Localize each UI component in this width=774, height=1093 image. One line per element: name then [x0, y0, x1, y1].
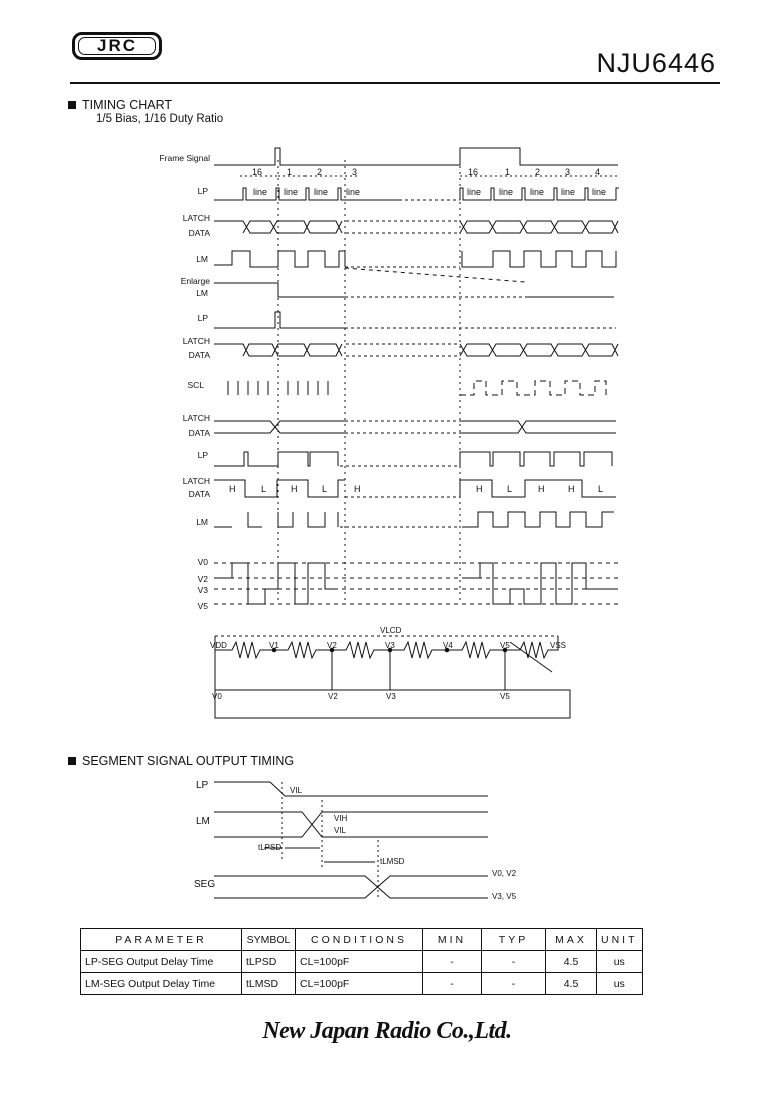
cell-unit: us	[597, 951, 643, 973]
segment-timing-heading	[68, 754, 294, 768]
header-unit: UNIT	[597, 929, 643, 951]
label-v0: V0	[197, 557, 208, 567]
seg-lp-wave	[214, 782, 488, 796]
cell-typ: -	[482, 973, 546, 995]
latch-data-wave-4b	[460, 480, 616, 497]
table-row	[81, 973, 643, 995]
tlmsd-label: tLMSD	[380, 857, 405, 866]
lp-wave-3b	[460, 452, 612, 466]
label-v2: V2	[197, 574, 208, 584]
seg-lm-label: LM	[196, 816, 210, 827]
label-v5: V5	[197, 601, 208, 611]
line-label-8: line	[561, 187, 576, 197]
header-conditions: CONDITIONS	[296, 929, 423, 951]
ladder-output-box	[215, 650, 570, 718]
data-level-7: L	[507, 484, 513, 494]
vss-label: VSS	[550, 641, 567, 650]
count-left-1: 1	[287, 167, 293, 177]
enlarged-lm-wave	[214, 283, 614, 297]
data-level-6: H	[476, 484, 483, 494]
segment-timing-title: SEGMENT SIGNAL OUTPUT TIMING	[82, 754, 295, 768]
header-typ: TYP	[482, 929, 546, 951]
header-parameter: PARAMETER	[81, 929, 242, 951]
data-level-10: L	[598, 484, 604, 494]
label-lp-3: LP	[197, 450, 208, 460]
cell-parameter: LP-SEG Output Delay Time	[81, 951, 242, 973]
count-right-3: 3	[565, 167, 571, 177]
cell-min: -	[423, 973, 482, 995]
header-max: MAX	[546, 929, 597, 951]
label-frame-signal: Frame Signal	[159, 153, 210, 163]
box-v5-label: V5	[500, 692, 510, 701]
seg-lm-wave	[214, 812, 488, 837]
label-data-2: DATA	[188, 350, 210, 360]
lm-wave-1	[214, 251, 345, 267]
seg-delay-arrows	[264, 848, 375, 862]
enlarge-guide-line	[345, 268, 525, 282]
label-latch-4: LATCH	[182, 476, 210, 486]
seg-timing-markers	[282, 782, 378, 900]
data-level-2: L	[261, 484, 267, 494]
vlcd-label: VLCD	[380, 626, 402, 635]
label-lp-2: LP	[197, 313, 208, 323]
lp-wave-2	[214, 312, 345, 328]
vil-label-1: VIL	[290, 786, 303, 795]
latch-data-wave-3b	[460, 421, 616, 433]
lp-wave-3	[214, 452, 338, 466]
count-left-16: 16	[252, 167, 263, 177]
count-left-2: 2	[317, 167, 323, 177]
cell-max: 4.5	[546, 973, 597, 995]
cell-typ: -	[482, 951, 546, 973]
latch-data-wave-3	[214, 421, 345, 433]
company-footer: New Japan Radio Co.,Ltd.	[262, 1018, 512, 1044]
ladder-taps	[332, 650, 505, 690]
seg-lp-label: LP	[196, 780, 209, 791]
table-header-row	[81, 929, 643, 951]
scl-wave	[460, 381, 606, 395]
data-level-1: H	[229, 484, 236, 494]
cell-symbol: tLMSD	[242, 973, 296, 995]
lp-wave-1b	[460, 188, 619, 200]
table-row	[81, 951, 643, 973]
header-min: MIN	[423, 929, 482, 951]
label-latch-2: LATCH	[182, 336, 210, 346]
latch-data-wave-4	[214, 480, 345, 497]
cell-parameter: LM-SEG Output Delay Time	[81, 973, 242, 995]
cell-max: 4.5	[546, 951, 597, 973]
jrc-logo-text: JRC	[78, 37, 156, 55]
data-level-3: H	[291, 484, 298, 494]
line-label-9: line	[592, 187, 607, 197]
line-label-7: line	[530, 187, 545, 197]
line-label-2: line	[284, 187, 299, 197]
latch-data-wave-1b	[460, 221, 618, 233]
cell-symbol: tLPSD	[242, 951, 296, 973]
vil-label-2: VIL	[334, 826, 347, 835]
header-symbol: SYMBOL	[242, 929, 296, 951]
line-label-6: line	[499, 187, 514, 197]
line-label-5: line	[467, 187, 482, 197]
cell-unit: us	[597, 973, 643, 995]
label-data-1: DATA	[188, 228, 210, 238]
lm-wave-3b	[462, 512, 614, 527]
latch-data-dash-2	[346, 344, 460, 356]
v1-label: V1	[269, 641, 279, 650]
lp-wave-1	[214, 188, 400, 200]
count-right-4: 4	[595, 167, 601, 177]
data-level-9: H	[568, 484, 575, 494]
tlpsd-label: tLPSD	[258, 843, 282, 852]
data-level-8: H	[538, 484, 545, 494]
label-lp-1: LP	[197, 186, 208, 196]
part-number: NJU6446	[596, 48, 716, 78]
frame-signal-wave	[214, 148, 618, 165]
line-label-3: line	[314, 187, 329, 197]
cell-conditions: CL=100pF	[296, 951, 423, 973]
latch-data-wave-2	[214, 344, 342, 356]
segment-wave	[214, 563, 338, 604]
vdd-label: VDD	[210, 641, 227, 650]
vertical-marker-lines	[278, 160, 460, 600]
count-right-2: 2	[535, 167, 541, 177]
label-latch-3: LATCH	[182, 413, 210, 423]
data-level-4: L	[322, 484, 328, 494]
v3-label: V3	[385, 641, 395, 650]
label-lm-2: LM	[196, 288, 208, 298]
v4-label: V4	[443, 641, 453, 650]
count-left-3: 3	[352, 167, 358, 177]
bullet-square-icon	[68, 757, 76, 765]
count-right-1: 1	[505, 167, 511, 177]
label-data-4: DATA	[188, 489, 210, 499]
label-enlarge: Enlarge	[180, 276, 210, 286]
v5-label: V5	[500, 641, 510, 650]
seg-out-bottom: V3, V5	[492, 892, 517, 901]
box-v0-label: V0	[212, 692, 222, 701]
vih-label: VIH	[334, 814, 348, 823]
cell-min: -	[423, 951, 482, 973]
label-scl: SCL	[187, 380, 204, 390]
v2-label: V2	[327, 641, 337, 650]
segment-wave-b	[462, 563, 614, 604]
timing-chart-subtitle: 1/5 Bias, 1/16 Duty Ratio	[96, 113, 224, 125]
voltage-level-lines	[214, 563, 618, 604]
line-label-4: line	[346, 187, 361, 197]
lm-wave-1b	[462, 251, 616, 267]
seg-seg-label: SEG	[194, 879, 216, 890]
line-label-1: line	[253, 187, 268, 197]
label-data-3: DATA	[188, 428, 210, 438]
seg-out-wave	[214, 876, 488, 898]
label-v3: V3	[197, 585, 208, 595]
label-lm-3: LM	[196, 517, 208, 527]
label-latch-1: LATCH	[182, 213, 210, 223]
seg-out-top: V0, V2	[492, 869, 517, 878]
box-v3-label: V3	[386, 692, 396, 701]
parameter-table	[80, 928, 643, 995]
box-v2-label: V2	[328, 692, 338, 701]
cell-conditions: CL=100pF	[296, 973, 423, 995]
label-lm-1: LM	[196, 254, 208, 264]
count-right-16: 16	[468, 167, 479, 177]
data-level-5: H	[354, 484, 361, 494]
latch-data-dash-1	[346, 221, 460, 233]
timing-chart-title: TIMING CHART	[82, 98, 173, 112]
latch-data-wave-2b	[460, 344, 618, 356]
lm-wave-3	[214, 512, 338, 527]
segment-timing-diagram	[0, 770, 774, 910]
latch-data-dash-3	[345, 421, 460, 433]
